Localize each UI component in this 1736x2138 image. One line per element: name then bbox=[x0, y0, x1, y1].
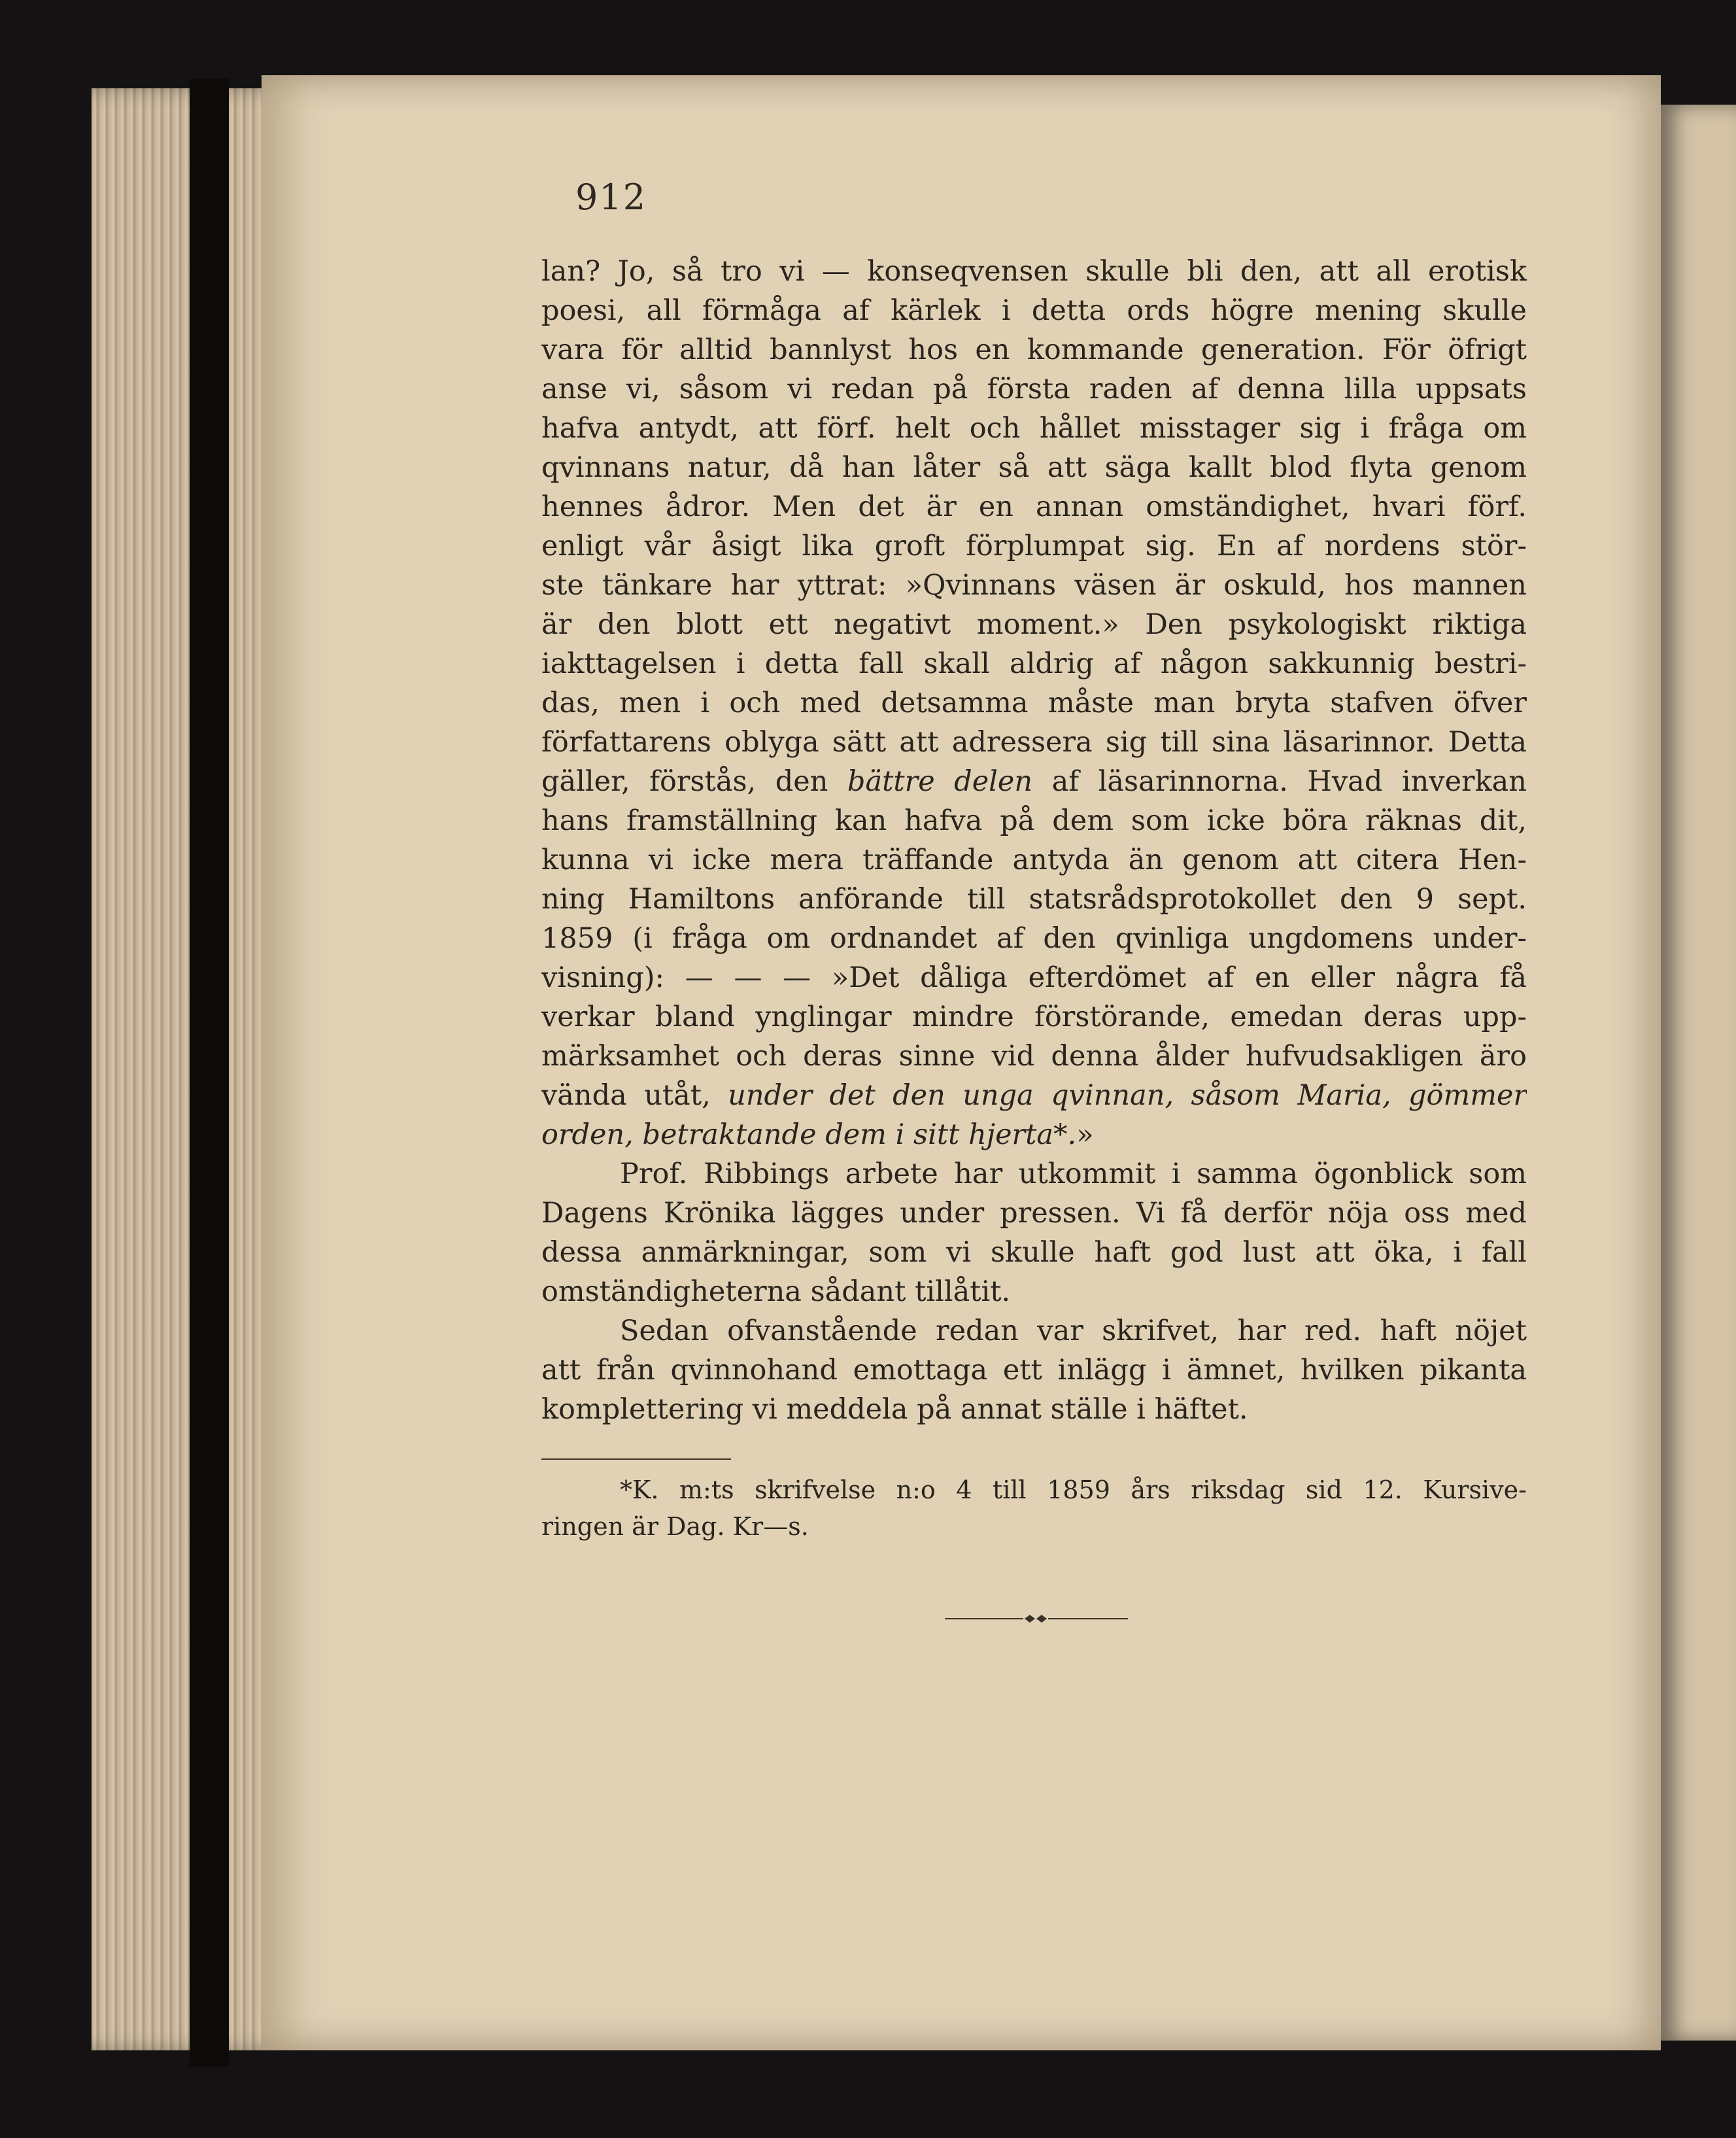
text-line bbox=[541, 1272, 1527, 1311]
text-segment: » bbox=[1076, 1118, 1094, 1151]
page-number: 912 bbox=[575, 177, 647, 218]
text-segment: Sedan ofvanstående redan var skrifvet, har red. haft nöjet bbox=[620, 1315, 1527, 1347]
text-segment: dessa anmärkningar, som vi skulle haft god lust att öka, i fall bbox=[541, 1236, 1527, 1269]
text-segment: iakttagelsen i detta fall skall aldrig af någon sakkunnig bestri- bbox=[541, 647, 1527, 680]
text-line bbox=[541, 1390, 1527, 1429]
text-segment: qvinnans natur, då han låter så att säga kallt blod flyta genom bbox=[541, 451, 1527, 484]
text-line bbox=[541, 1472, 1527, 1508]
italic-segment: under det den unga qvinnan, såsom Maria, gömmer bbox=[728, 1079, 1527, 1112]
text-segment: ringen är Dag. Kr—s. bbox=[541, 1512, 809, 1541]
binding-shadow bbox=[190, 78, 229, 2067]
text-line bbox=[541, 683, 1527, 723]
text-line bbox=[541, 487, 1527, 526]
text-segment: är den blott ett negativt moment.» Den psykologiskt riktiga bbox=[541, 608, 1527, 641]
text-line bbox=[541, 330, 1527, 370]
text-segment: poesi, all förmåga af kärlek i detta ords högre mening skulle bbox=[541, 294, 1527, 327]
text-segment: att från qvinnohand emottaga ett inlägg i ämnet, hvilken pikanta bbox=[541, 1354, 1527, 1387]
text-segment: omständigheterna sådant tillåtit. bbox=[541, 1275, 1011, 1308]
text-line bbox=[541, 252, 1527, 291]
text-line bbox=[541, 526, 1527, 566]
text-line bbox=[541, 919, 1527, 958]
footnote-rule bbox=[541, 1458, 731, 1460]
text-line bbox=[541, 448, 1527, 487]
text-line bbox=[541, 1076, 1527, 1115]
text-segment: lan? Jo, så tro vi — konseqvensen skulle bli den, att all erotisk bbox=[541, 255, 1527, 288]
text-segment: enligt vår åsigt lika groft förplumpat sig. En af nordens stör- bbox=[541, 530, 1527, 562]
text-segment: Prof. Ribbings arbete har utkommit i samma ögonblick som bbox=[620, 1158, 1527, 1190]
text-line bbox=[541, 723, 1527, 762]
text-segment: hafva antydt, att förf. helt och hållet misstager sig i fråga om bbox=[541, 412, 1527, 445]
text-line bbox=[541, 370, 1527, 409]
text-segment: 1859 (i fråga om ordnandet af den qvinliga ungdomens under- bbox=[541, 922, 1527, 955]
text-segment: hans framställning kan hafva på dem som icke böra räknas dit, bbox=[541, 804, 1527, 837]
text-segment: anse vi, såsom vi redan på första raden af denna lilla uppsats bbox=[541, 373, 1527, 405]
text-segment: ste tänkare har yttrat: »Qvinnans väsen är oskuld, hos mannen bbox=[541, 569, 1527, 602]
text-line bbox=[541, 1154, 1527, 1194]
facing-page-edge bbox=[1661, 105, 1736, 2041]
text-line bbox=[541, 958, 1527, 997]
end-ornament-icon bbox=[945, 1609, 1128, 1629]
text-line bbox=[541, 762, 1527, 801]
text-line bbox=[541, 644, 1527, 683]
text-segment: Dagens Krönika lägges under pressen. Vi få derför nöja oss med bbox=[541, 1197, 1527, 1230]
text-segment: gäller, förstås, den bbox=[541, 765, 847, 798]
text-line bbox=[541, 1351, 1527, 1390]
text-segment: visning): — — — »Det dåliga efterdömet af en eller några få bbox=[541, 961, 1527, 994]
text-line bbox=[541, 840, 1527, 880]
text-segment: verkar bland ynglingar mindre förstörande, emedan deras upp- bbox=[541, 1001, 1527, 1033]
text-line bbox=[541, 1233, 1527, 1272]
text-line bbox=[541, 1194, 1527, 1233]
text-segment: komplettering vi meddela på annat ställe i häftet. bbox=[541, 1393, 1248, 1426]
text-segment: författarens oblyga sätt att adressera sig till sina läsarinnor. Detta bbox=[541, 726, 1527, 759]
italic-segment: orden, betraktande dem i sitt hjerta*. bbox=[541, 1118, 1077, 1151]
text-segment: hennes ådror. Men det är en annan omständighet, hvari förf. bbox=[541, 491, 1527, 523]
text-line bbox=[541, 291, 1527, 330]
text-segment: vända utåt, bbox=[541, 1079, 728, 1112]
italic-segment: bättre delen bbox=[847, 765, 1033, 798]
text-segment: kunna vi icke mera träffande antyda än genom att citera Hen- bbox=[541, 844, 1527, 876]
footnote bbox=[541, 1472, 1527, 1545]
text-line bbox=[541, 880, 1527, 919]
text-line bbox=[541, 997, 1527, 1037]
text-line bbox=[541, 1115, 1527, 1154]
text-segment: af läsarinnorna. Hvad inverkan bbox=[1032, 765, 1527, 798]
text-segment: märksamhet och deras sinne vid denna ålder hufvudsakligen äro bbox=[541, 1040, 1527, 1073]
text-line bbox=[541, 1311, 1527, 1351]
text-line bbox=[541, 801, 1527, 840]
text-segment: *K. m:ts skrifvelse n:o 4 till 1859 års riksdag sid 12. Kursive- bbox=[620, 1475, 1527, 1504]
text-segment: ning Hamiltons anförande till statsrådsprotokollet den 9 sept. bbox=[541, 883, 1527, 916]
text-line bbox=[541, 1037, 1527, 1076]
text-line bbox=[541, 566, 1527, 605]
text-segment: das, men i och med detsamma måste man bryta stafven öfver bbox=[541, 687, 1527, 719]
text-line bbox=[541, 605, 1527, 644]
text-segment: vara för alltid bannlyst hos en kommande generation. För öfrigt bbox=[541, 334, 1527, 366]
body-text bbox=[541, 252, 1527, 1429]
text-line bbox=[541, 1508, 1527, 1545]
text-line bbox=[541, 409, 1527, 448]
